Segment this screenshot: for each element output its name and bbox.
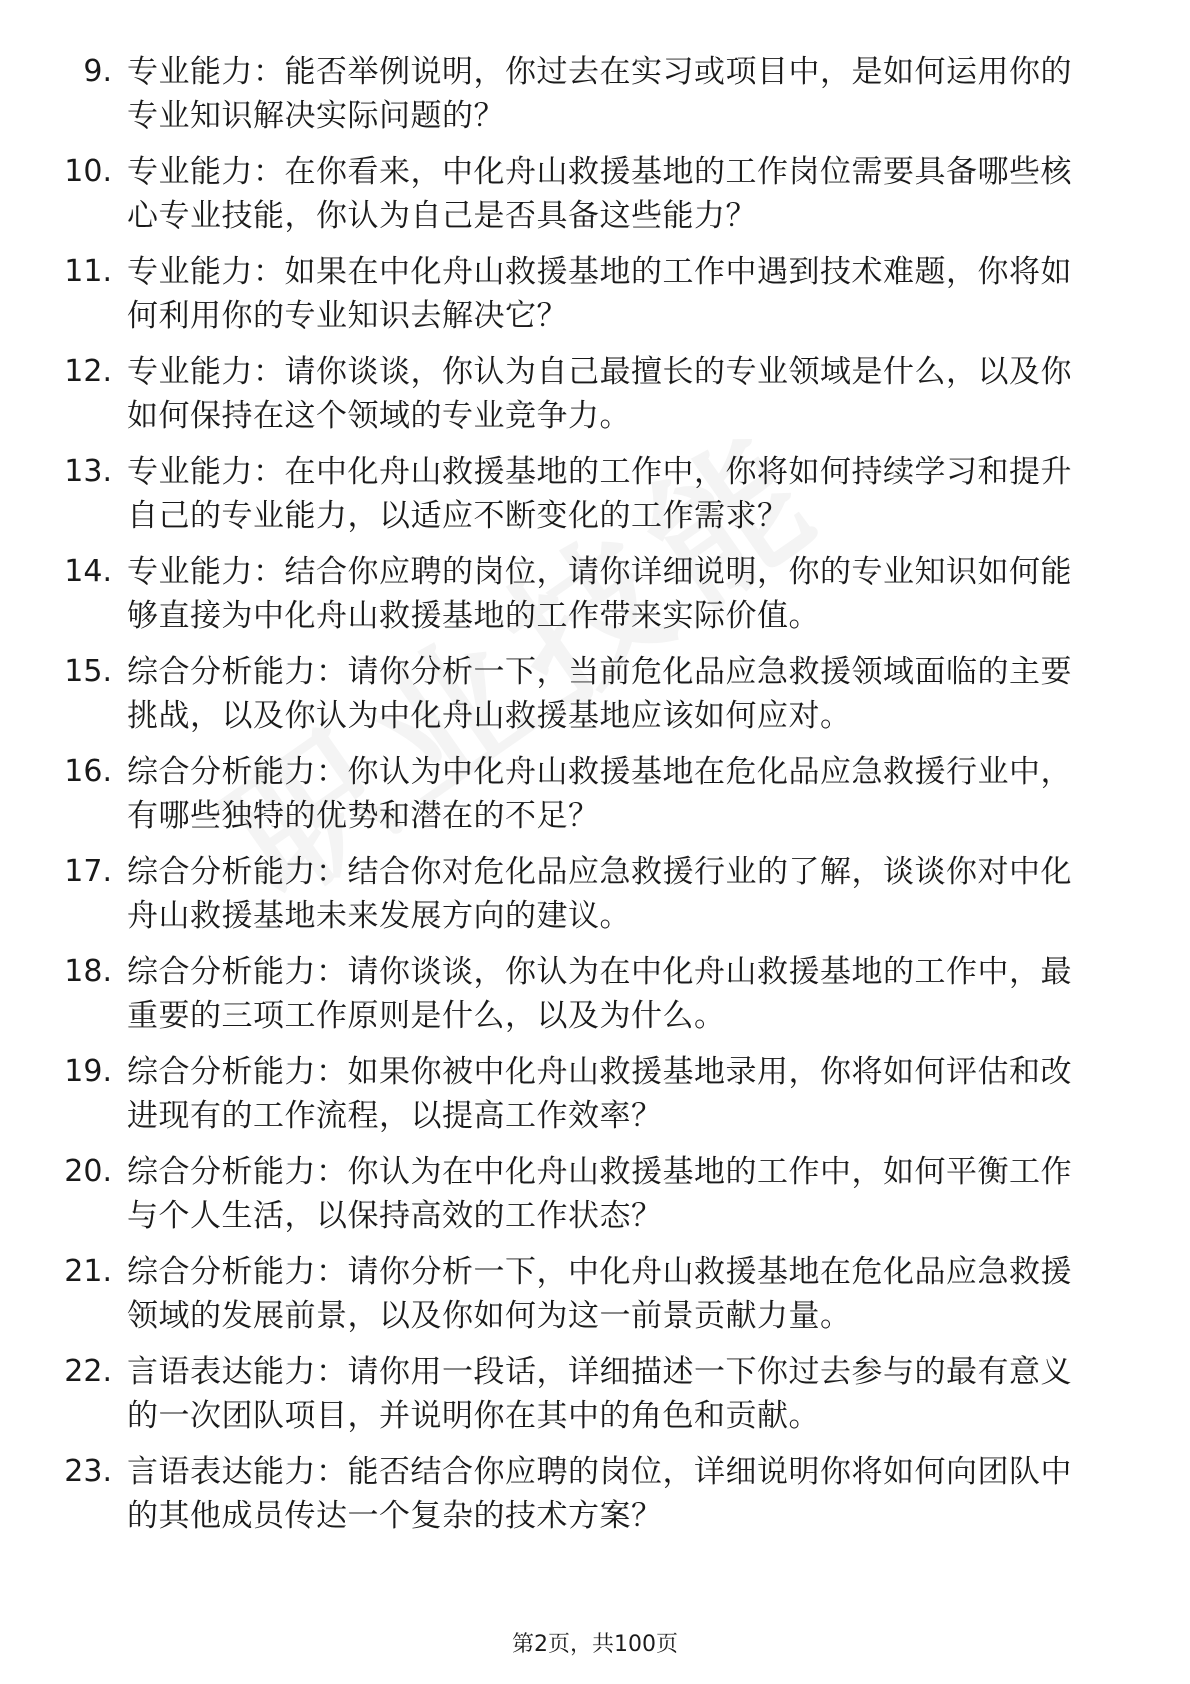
question-number: 10. [64,154,112,189]
question-number: 23. [64,1454,112,1489]
list-item [0,1250,1190,1350]
question-number: 15. [64,654,112,689]
question-number: 22. [64,1354,112,1389]
list-item [0,150,1190,250]
list-item [0,850,1190,950]
list-item [0,450,1190,550]
list-item [0,1350,1190,1450]
question-text: 综合分析能力：如果你被中化舟山救援基地录用，你将如何评估和改进现有的工作流程，以提高工作效率？ [127,1054,1072,1134]
list-item [0,750,1190,850]
question-text: 专业能力：如果在中化舟山救援基地的工作中遇到技术难题，你将如何利用你的专业知识去解决它？ [127,254,1072,334]
list-item [0,1450,1190,1550]
question-text: 综合分析能力：结合你对危化品应急救援行业的了解，谈谈你对中化舟山救援基地未来发展方向的建议。 [127,854,1072,934]
question-text: 综合分析能力：请你分析一下，中化舟山救援基地在危化品应急救援领域的发展前景，以及你如何为这一前景贡献力量。 [127,1254,1072,1334]
list-item [0,950,1190,1050]
page-footer: 第2页，共100页 [512,1632,678,1657]
question-number: 19. [64,1054,112,1089]
list-item [0,50,1190,150]
list-item [0,1150,1190,1250]
list-item [0,650,1190,750]
list-item [0,1050,1190,1150]
list-item [0,350,1190,450]
question-list [0,50,1190,1550]
question-number: 18. [64,954,112,989]
question-text: 言语表达能力：能否结合你应聘的岗位，详细说明你将如何向团队中的其他成员传达一个复杂的技术方案？ [127,1454,1072,1534]
question-number: 13. [64,454,112,489]
question-text: 综合分析能力：请你谈谈，你认为在中化舟山救援基地的工作中，最重要的三项工作原则是什么，以及为什么。 [127,954,1072,1034]
question-text: 专业能力：在中化舟山救援基地的工作中，你将如何持续学习和提升自己的专业能力，以适应不断变化的工作需求？ [127,454,1072,534]
list-item [0,250,1190,350]
question-text: 专业能力：能否举例说明，你过去在实习或项目中，是如何运用你的专业知识解决实际问题的？ [127,54,1072,134]
question-number: 20. [64,1154,112,1189]
question-number: 9. [83,54,112,89]
question-number: 11. [64,254,112,289]
question-text: 综合分析能力：你认为在中化舟山救援基地的工作中，如何平衡工作与个人生活，以保持高效的工作状态？ [127,1154,1072,1234]
question-number: 21. [64,1254,112,1289]
question-number: 12. [64,354,112,389]
question-text: 专业能力：结合你应聘的岗位，请你详细说明，你的专业知识如何能够直接为中化舟山救援基地的工作带来实际价值。 [127,554,1072,634]
list-item [0,550,1190,650]
question-text: 专业能力：请你谈谈，你认为自己最擅长的专业领域是什么，以及你如何保持在这个领域的专业竞争力。 [127,354,1072,434]
question-number: 14. [64,554,112,589]
question-text: 综合分析能力：你认为中化舟山救援基地在危化品应急救援行业中，有哪些独特的优势和潜在的不足？ [127,754,1072,834]
question-text: 言语表达能力：请你用一段话，详细描述一下你过去参与的最有意义的一次团队项目，并说明你在其中的角色和贡献。 [127,1354,1072,1434]
question-text: 综合分析能力：请你分析一下，当前危化品应急救援领域面临的主要挑战，以及你认为中化舟山救援基地应该如何应对。 [127,654,1072,734]
question-text: 专业能力：在你看来，中化舟山救援基地的工作岗位需要具备哪些核心专业技能，你认为自己是否具备这些能力？ [127,154,1072,234]
question-number: 17. [64,854,112,889]
question-number: 16. [64,754,112,789]
